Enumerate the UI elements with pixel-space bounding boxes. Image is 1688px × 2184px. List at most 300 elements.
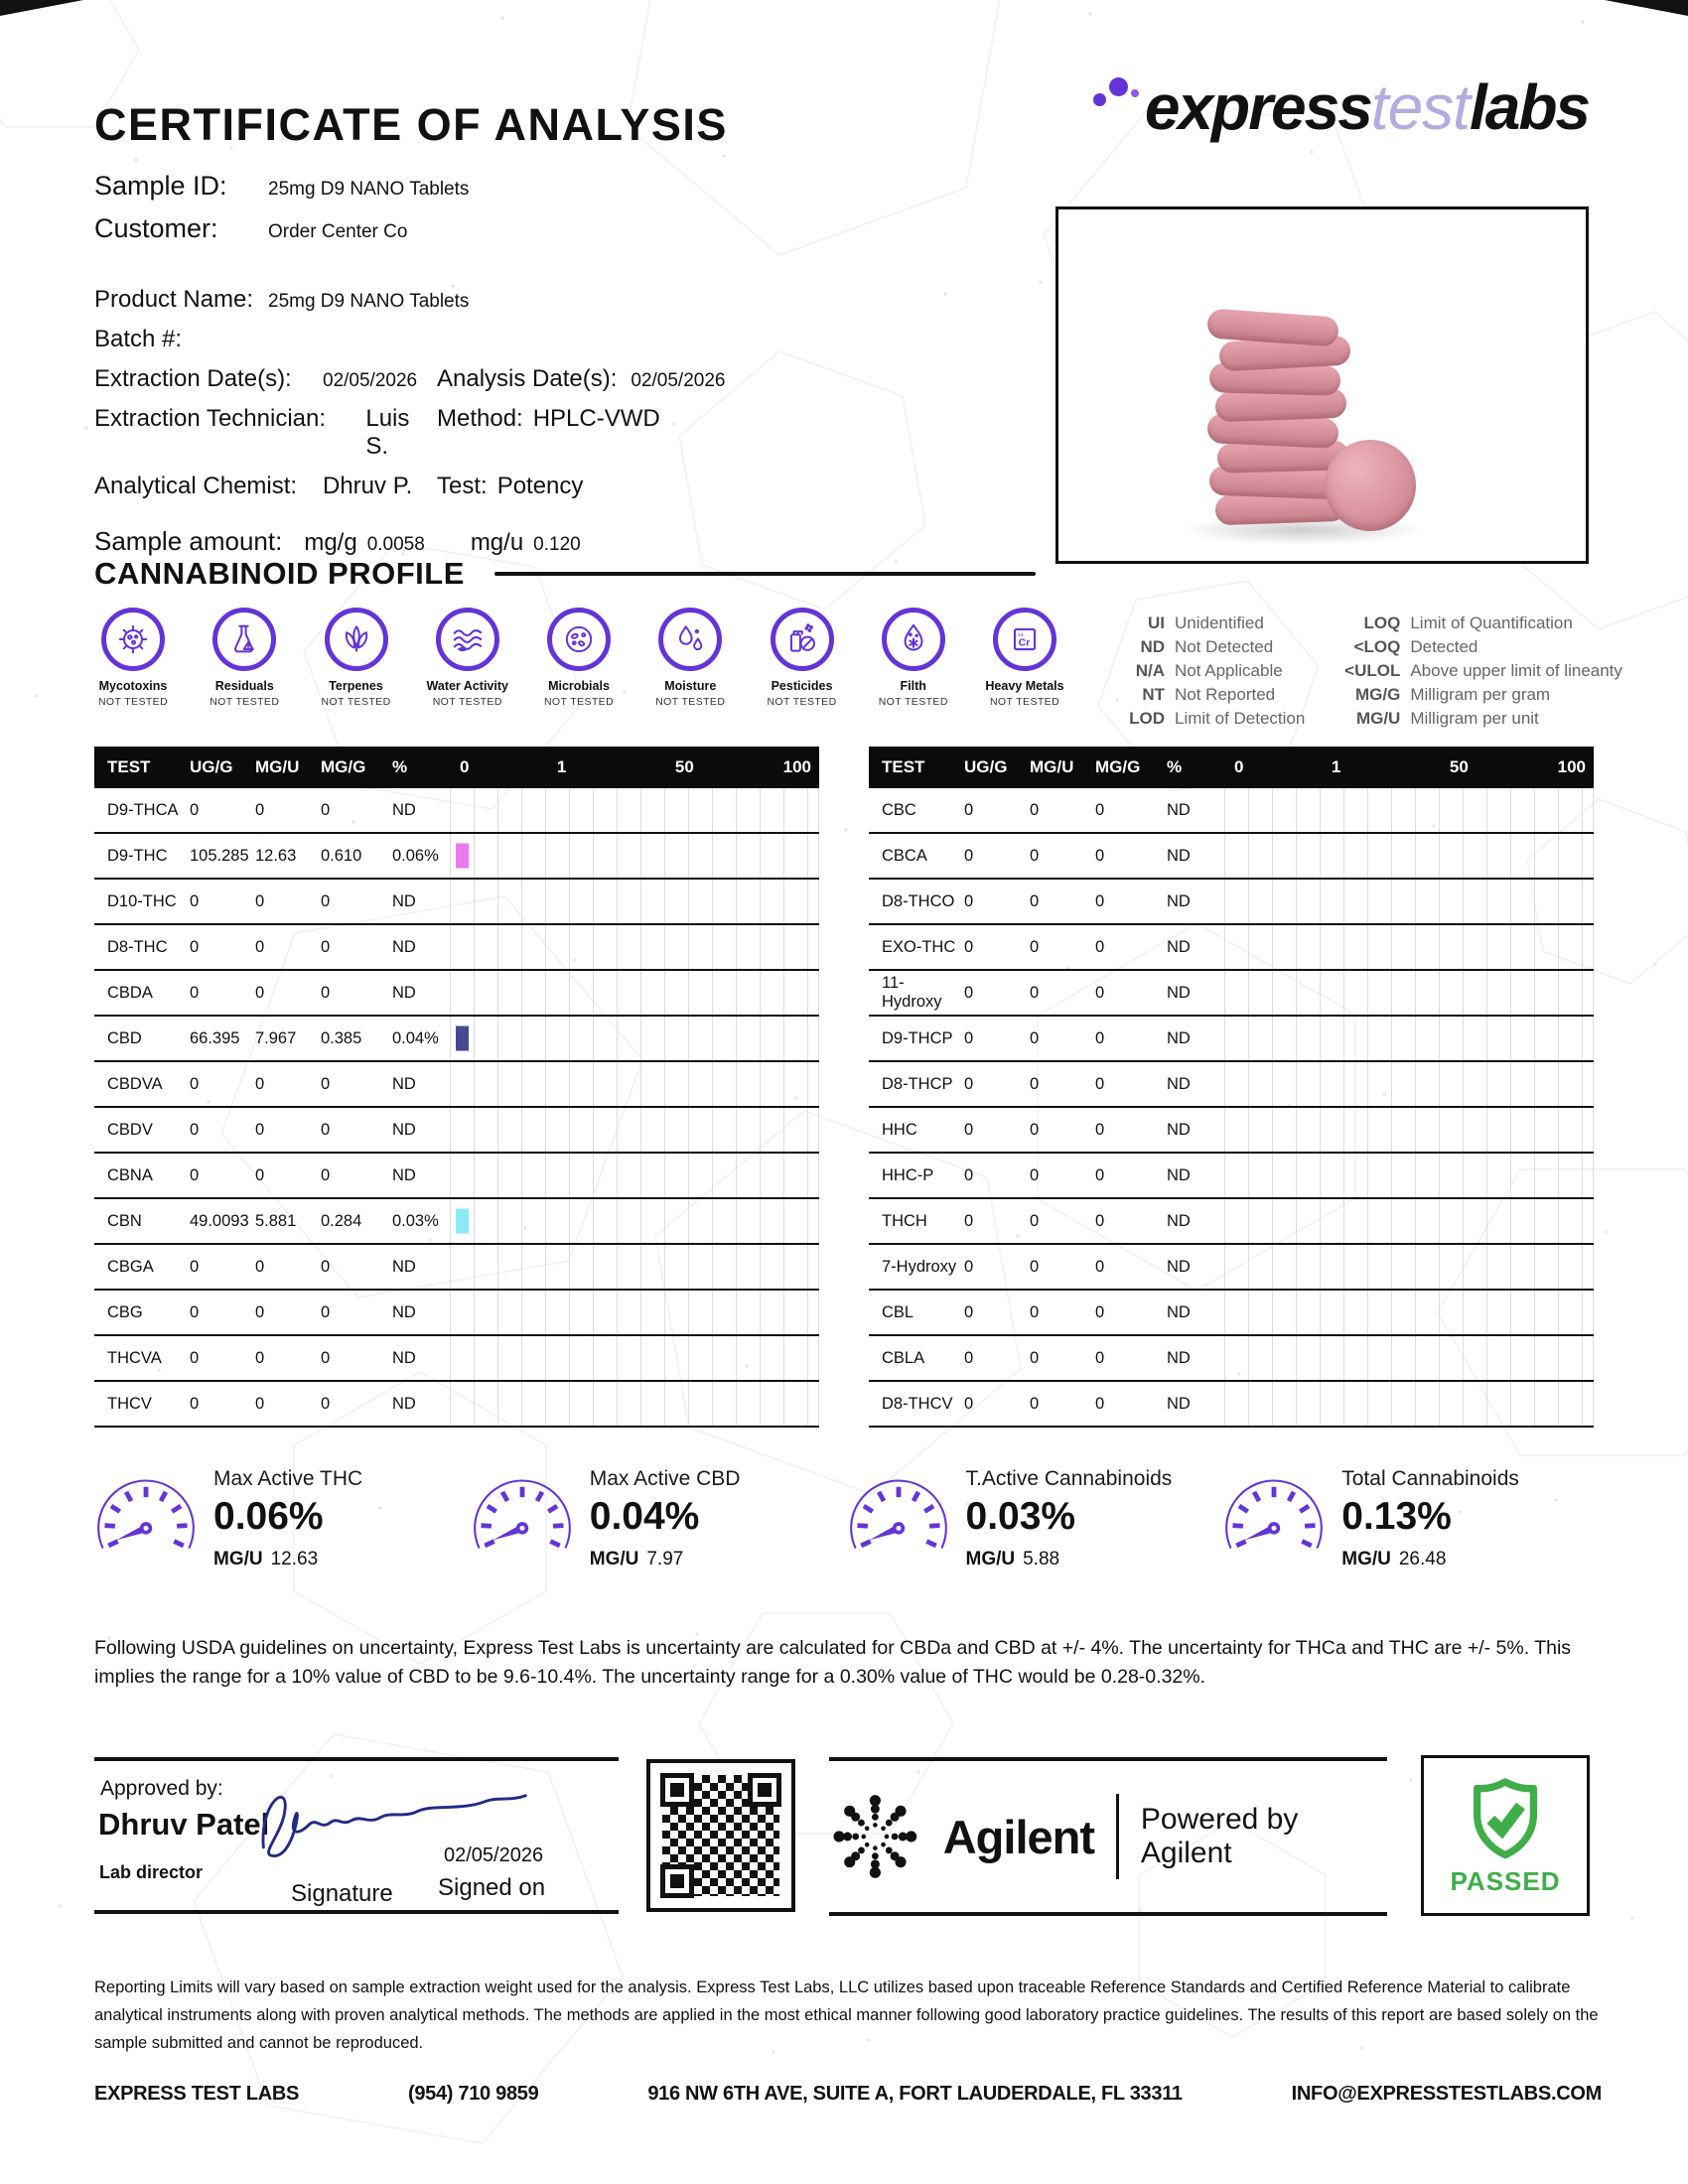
cell-pct: ND bbox=[1167, 1028, 1191, 1047]
cell-ugg: 0 bbox=[964, 1028, 974, 1047]
legend-desc: Milligram per unit bbox=[1410, 709, 1539, 728]
bar-marker bbox=[456, 1026, 469, 1051]
col-ugg: UG/G bbox=[964, 757, 1008, 776]
table-row bbox=[869, 1382, 1594, 1428]
terpenes-leaf-icon bbox=[325, 608, 388, 671]
cell-test-name: CBLA bbox=[882, 1348, 925, 1367]
cell-ugg: 0 bbox=[190, 800, 200, 819]
mgg-label: mg/g bbox=[304, 529, 357, 556]
cell-test-name: D8-THCP bbox=[882, 1074, 953, 1093]
cell-mgg: 0 bbox=[1095, 800, 1105, 819]
gauge-value: 0.06% bbox=[213, 1495, 324, 1538]
scale-50: 50 bbox=[674, 757, 694, 776]
panel-heavy-metals bbox=[973, 608, 1076, 708]
cell-ugg: 0 bbox=[964, 1120, 974, 1139]
panel-microbials bbox=[527, 608, 631, 708]
row-bar-area bbox=[450, 925, 819, 969]
cell-test-name: CBDV bbox=[107, 1120, 153, 1139]
legend-entry bbox=[1338, 685, 1622, 705]
mgu-label: mg/u bbox=[470, 529, 524, 556]
cell-mgu: 0 bbox=[255, 1257, 265, 1276]
mycotoxins-icon bbox=[101, 608, 165, 671]
cell-mgu: 0 bbox=[255, 1394, 265, 1413]
cell-ugg: 0 bbox=[964, 891, 974, 910]
sample-id-value: 25mg D9 NANO Tablets bbox=[268, 179, 470, 200]
cell-mgg: 0 bbox=[321, 1348, 331, 1367]
abbreviation-legend bbox=[1107, 614, 1622, 733]
cell-mgg: 0 bbox=[321, 1120, 331, 1139]
table-row bbox=[869, 1336, 1594, 1382]
table-row bbox=[869, 1062, 1594, 1108]
cell-ugg: 0 bbox=[964, 1211, 974, 1230]
cell-pct: ND bbox=[1167, 1120, 1191, 1139]
cell-mgu: 0 bbox=[1030, 1302, 1040, 1321]
cell-test-name: CBNA bbox=[107, 1165, 153, 1184]
approver-role: Lab director bbox=[99, 1862, 204, 1882]
col-pct: % bbox=[392, 757, 408, 776]
gauge-unit-label: MG/U bbox=[213, 1549, 263, 1570]
heavy-metals-cr-icon bbox=[993, 608, 1056, 671]
cannabinoid-tables bbox=[94, 747, 1594, 1428]
row-bar-area bbox=[1224, 880, 1594, 923]
gauge-unit-value: 7.97 bbox=[646, 1549, 684, 1570]
signed-on-label: Signed on bbox=[438, 1874, 546, 1901]
cell-mgu: 7.967 bbox=[255, 1028, 297, 1047]
approved-by-label: Approved by: bbox=[100, 1777, 223, 1800]
scale-0: 0 bbox=[460, 757, 470, 776]
cell-ugg: 0 bbox=[190, 1394, 200, 1413]
cell-mgu: 0 bbox=[1030, 1028, 1040, 1047]
row-bar-area bbox=[1224, 925, 1594, 969]
cell-mgg: 0 bbox=[1095, 846, 1105, 865]
legend-desc: Not Reported bbox=[1175, 685, 1276, 704]
table-header bbox=[94, 747, 819, 788]
row-bar-area bbox=[450, 834, 819, 878]
cell-ugg: 0 bbox=[964, 1348, 974, 1367]
cell-ugg: 49.0093 bbox=[190, 1211, 249, 1230]
extraction-tech-label: Extraction Technician: bbox=[94, 405, 327, 432]
panel-terpenes bbox=[305, 608, 408, 708]
legend-abbr: UI bbox=[1148, 614, 1165, 632]
legend-desc: Limit of Quantification bbox=[1410, 614, 1573, 632]
legend-abbr: MG/G bbox=[1355, 685, 1401, 704]
cell-test-name: CBN bbox=[107, 1211, 142, 1230]
legend-entry bbox=[1107, 637, 1305, 657]
page-title: CERTIFICATE OF ANALYSIS bbox=[94, 99, 728, 150]
cell-test-name: CBD bbox=[107, 1028, 142, 1047]
gauge-unit-value: 12.63 bbox=[270, 1549, 319, 1570]
table-row bbox=[94, 880, 819, 925]
scale-header bbox=[450, 747, 819, 788]
panel-label: Filth bbox=[900, 679, 926, 693]
approval-section bbox=[94, 1755, 1594, 1924]
footer-phone: (954) 710 9859 bbox=[407, 2083, 539, 2105]
cell-test-name: CBG bbox=[107, 1302, 143, 1321]
table-row bbox=[94, 1154, 819, 1199]
gauge-total-active-cannabinoids bbox=[847, 1467, 1223, 1570]
product-name-value: 25mg D9 NANO Tablets bbox=[268, 291, 470, 312]
cell-ugg: 0 bbox=[190, 1302, 200, 1321]
gauge-title: Max Active CBD bbox=[589, 1467, 741, 1490]
cell-mgg: 0 bbox=[321, 937, 331, 956]
cannabinoid-table-left bbox=[94, 747, 819, 1428]
cell-ugg: 105.285 bbox=[190, 846, 249, 865]
batch-label: Batch #: bbox=[94, 326, 183, 352]
legend-desc: Not Detected bbox=[1175, 637, 1274, 656]
logo-text-labs: labs bbox=[1469, 71, 1589, 143]
cell-test-name: CBL bbox=[882, 1302, 914, 1321]
signature-label: Signature bbox=[291, 1880, 393, 1907]
sample-info-block bbox=[94, 171, 1048, 569]
mgu-value: 0.120 bbox=[533, 534, 581, 555]
cell-mgu: 0 bbox=[1030, 1120, 1040, 1139]
tablet-stack-image bbox=[1058, 209, 1586, 561]
legend-entry bbox=[1107, 614, 1305, 633]
cell-mgg: 0 bbox=[321, 800, 331, 819]
table-row bbox=[869, 1291, 1594, 1336]
col-ugg: UG/G bbox=[190, 757, 233, 776]
cell-mgu: 0 bbox=[1030, 1165, 1040, 1184]
col-mgu: MG/U bbox=[1030, 757, 1074, 776]
legend-desc: Unidentified bbox=[1175, 614, 1264, 632]
cell-mgu: 0 bbox=[1030, 1257, 1040, 1276]
agilent-tagline: Powered by Agilent bbox=[1140, 1803, 1299, 1869]
row-bar-area bbox=[1224, 834, 1594, 878]
row-bar-area bbox=[450, 788, 819, 832]
test-panels-row bbox=[81, 608, 1076, 708]
approver-name: Dhruv Patel bbox=[98, 1807, 270, 1842]
cell-mgg: 0 bbox=[1095, 1165, 1105, 1184]
legend-column-1 bbox=[1107, 614, 1305, 733]
cell-mgg: 0 bbox=[321, 1074, 331, 1093]
cell-mgg: 0.610 bbox=[321, 846, 362, 865]
cell-mgu: 0 bbox=[1030, 1074, 1040, 1093]
cell-pct: 0.04% bbox=[392, 1028, 439, 1047]
cell-pct: ND bbox=[1167, 1394, 1191, 1413]
cell-pct: ND bbox=[392, 1394, 416, 1413]
chemist-value: Dhruv P. bbox=[323, 473, 413, 499]
panel-status: NOT TESTED bbox=[210, 696, 280, 708]
svg-text:24: 24 bbox=[1018, 632, 1024, 638]
cell-ugg: 66.395 bbox=[190, 1028, 240, 1047]
table-row bbox=[94, 971, 819, 1017]
qr-finder-bottom-left bbox=[660, 1864, 694, 1898]
agilent-starburst-icon bbox=[829, 1789, 921, 1884]
cell-mgg: 0 bbox=[1095, 1394, 1105, 1413]
cell-test-name: THCH bbox=[882, 1211, 927, 1230]
gauge-icon bbox=[471, 1471, 574, 1567]
table-row bbox=[94, 1017, 819, 1062]
cell-mgu: 0 bbox=[255, 1074, 265, 1093]
col-mgu: MG/U bbox=[255, 757, 300, 776]
row-bar-area bbox=[1224, 1199, 1594, 1243]
cell-ugg: 0 bbox=[964, 983, 974, 1002]
cell-ugg: 0 bbox=[190, 983, 200, 1002]
panel-status: NOT TESTED bbox=[767, 696, 837, 708]
cell-pct: 0.03% bbox=[392, 1211, 439, 1230]
cell-mgg: 0.385 bbox=[321, 1028, 362, 1047]
section-rule bbox=[494, 572, 1036, 576]
cell-mgu: 0 bbox=[1030, 800, 1040, 819]
uncertainty-statement: Following USDA guidelines on uncertainty, Express Test Labs is uncertainty are calculated for CBDa and CBD at +/- 4%. The uncertainty for THCa and THC are +/- 5%. This implies the range for a 10% value of CBD to be 9.6-10.4%. The uncertainty range for a 0.30% value of THC would be 0.28-0.32%. bbox=[94, 1637, 1572, 1689]
cell-pct: ND bbox=[392, 983, 416, 1002]
table-row bbox=[94, 1291, 819, 1336]
cell-ugg: 0 bbox=[964, 846, 974, 865]
cell-test-name: EXO-THC bbox=[882, 937, 956, 956]
cell-test-name: 7-Hydroxy bbox=[882, 1257, 957, 1276]
cell-pct: ND bbox=[1167, 1165, 1191, 1184]
customer-value: Order Center Co bbox=[268, 221, 408, 242]
cell-mgg: 0.284 bbox=[321, 1211, 362, 1230]
cell-pct: ND bbox=[392, 800, 416, 819]
table-row bbox=[94, 834, 819, 880]
cell-test-name: D9-THCP bbox=[882, 1028, 953, 1047]
residuals-flask-icon bbox=[212, 608, 276, 671]
cell-test-name: D8-THCV bbox=[882, 1394, 953, 1413]
table-row bbox=[94, 1245, 819, 1291]
cell-ugg: 0 bbox=[964, 800, 974, 819]
panel-status: NOT TESTED bbox=[432, 696, 502, 708]
cell-ugg: 0 bbox=[964, 1165, 974, 1184]
cell-ugg: 0 bbox=[190, 891, 200, 910]
panel-label: Pesticides bbox=[771, 679, 833, 693]
cell-ugg: 0 bbox=[964, 1074, 974, 1093]
panel-label: Residuals bbox=[214, 679, 274, 693]
col-pct: % bbox=[1167, 757, 1183, 776]
gauge-title: Max Active THC bbox=[213, 1467, 363, 1490]
panel-water-activity bbox=[416, 608, 519, 708]
cell-mgg: 0 bbox=[1095, 1028, 1105, 1047]
scale-1: 1 bbox=[1331, 757, 1341, 776]
water-waves-icon bbox=[436, 608, 499, 671]
panel-status: NOT TESTED bbox=[989, 696, 1060, 708]
cell-mgg: 0 bbox=[1095, 1348, 1105, 1367]
cell-test-name: THCVA bbox=[107, 1348, 162, 1367]
bar-marker bbox=[456, 844, 469, 869]
cell-test-name: THCV bbox=[107, 1394, 152, 1413]
cell-pct: ND bbox=[392, 891, 416, 910]
table-row bbox=[94, 1108, 819, 1154]
row-bar-area bbox=[450, 1154, 819, 1197]
legend-abbr: ND bbox=[1140, 637, 1165, 656]
cell-pct: ND bbox=[392, 937, 416, 956]
row-bar-area bbox=[450, 1291, 819, 1334]
cell-test-name: 11-Hydroxy bbox=[882, 974, 942, 1011]
cell-pct: ND bbox=[392, 1348, 416, 1367]
cell-mgu: 0 bbox=[255, 1120, 265, 1139]
table-row bbox=[869, 971, 1594, 1017]
gauge-total-cannabinoids bbox=[1222, 1467, 1599, 1570]
test-type-value: Potency bbox=[496, 473, 584, 499]
signed-date: 02/05/2026 bbox=[444, 1844, 544, 1866]
cell-mgu: 0 bbox=[1030, 891, 1040, 910]
agilent-name: Agilent bbox=[942, 1810, 1095, 1863]
legend-desc: Limit of Detection bbox=[1175, 709, 1306, 728]
cell-mgu: 0 bbox=[255, 891, 265, 910]
customer-label: Customer: bbox=[94, 213, 218, 243]
cell-pct: ND bbox=[1167, 983, 1191, 1002]
panel-status: NOT TESTED bbox=[97, 696, 169, 708]
cell-test-name: HHC-P bbox=[882, 1165, 934, 1184]
cell-mgu: 0 bbox=[1030, 846, 1040, 865]
cell-mgg: 0 bbox=[321, 1165, 331, 1184]
cell-pct: 0.06% bbox=[392, 846, 439, 865]
extraction-tech-value: Luis S. bbox=[365, 405, 410, 460]
table-row bbox=[94, 788, 819, 834]
cell-mgu: 0 bbox=[255, 1165, 265, 1184]
footer-contact-row bbox=[94, 2083, 1602, 2106]
scale-header bbox=[1224, 747, 1594, 788]
gauge-value: 0.13% bbox=[1341, 1495, 1452, 1538]
bar-marker bbox=[456, 1209, 469, 1234]
scale-100: 100 bbox=[782, 757, 811, 776]
cell-mgg: 0 bbox=[1095, 1074, 1105, 1093]
legend-abbr: LOD bbox=[1129, 709, 1165, 728]
gauge-max-active-cbd bbox=[471, 1467, 847, 1570]
row-bar-area bbox=[1224, 971, 1594, 1015]
shield-check-icon bbox=[1463, 1775, 1548, 1862]
cell-pct: ND bbox=[392, 1257, 416, 1276]
table-row bbox=[869, 1245, 1594, 1291]
cell-mgu: 0 bbox=[255, 800, 265, 819]
panel-status: NOT TESTED bbox=[321, 696, 391, 708]
footer-address: 916 NW 6TH AVE, SUITE A, FORT LAUDERDALE, FL 33311 bbox=[647, 2083, 1183, 2105]
cell-test-name: D8-THCO bbox=[882, 891, 955, 910]
cell-mgu: 0 bbox=[1030, 1348, 1040, 1367]
table-body-left bbox=[94, 788, 819, 1428]
test-type-label: Test: bbox=[437, 473, 488, 499]
col-test: TEST bbox=[107, 757, 151, 776]
cell-test-name: D10-THC bbox=[107, 891, 177, 910]
logo-bubbles-icon bbox=[1093, 69, 1145, 129]
filth-droplet-icon bbox=[882, 608, 945, 671]
cell-mgu: 0 bbox=[1030, 1394, 1040, 1413]
cell-pct: ND bbox=[1167, 846, 1191, 865]
panel-label: Heavy Metals bbox=[985, 679, 1064, 693]
table-row bbox=[869, 1154, 1594, 1199]
gauge-unit-label: MG/U bbox=[965, 1549, 1016, 1570]
cell-test-name: D9-THC bbox=[107, 846, 168, 865]
row-bar-area bbox=[1224, 1062, 1594, 1106]
legend-desc: Milligram per gram bbox=[1410, 685, 1551, 704]
table-row bbox=[94, 1336, 819, 1382]
scale-50: 50 bbox=[1449, 757, 1469, 776]
gauge-icon bbox=[94, 1471, 198, 1567]
method-label: Method: bbox=[437, 405, 523, 432]
passed-label: PASSED bbox=[1450, 1865, 1561, 1896]
row-bar-area bbox=[450, 880, 819, 923]
col-test: TEST bbox=[882, 757, 925, 776]
method-value: HPLC-VWD bbox=[532, 405, 660, 432]
legend-entry bbox=[1338, 709, 1622, 729]
footer-email: INFO@EXPRESSTESTLABS.COM bbox=[1291, 2083, 1602, 2105]
cell-pct: ND bbox=[1167, 1211, 1191, 1230]
cell-pct: ND bbox=[1167, 937, 1191, 956]
gauge-unit-label: MG/U bbox=[1341, 1549, 1391, 1570]
panel-label: Terpenes bbox=[329, 679, 383, 693]
cell-mgg: 0 bbox=[1095, 1302, 1105, 1321]
legend-desc: Above upper limit of lineanty bbox=[1410, 661, 1622, 680]
cell-mgg: 0 bbox=[321, 891, 331, 910]
cell-test-name: D9-THCA bbox=[107, 800, 179, 819]
row-bar-area bbox=[450, 1336, 819, 1380]
cell-ugg: 0 bbox=[964, 1394, 974, 1413]
legend-column-2 bbox=[1338, 614, 1622, 733]
table-row bbox=[94, 1382, 819, 1428]
cannabinoid-profile-header bbox=[94, 556, 1036, 592]
extraction-dates-value: 02/05/2026 bbox=[323, 370, 418, 391]
panel-label: Microbials bbox=[548, 679, 610, 693]
row-bar-area bbox=[450, 1199, 819, 1243]
panel-mycotoxins bbox=[81, 608, 185, 708]
gauge-icon bbox=[847, 1471, 950, 1567]
legend-abbr: MG/U bbox=[1355, 709, 1401, 728]
microbials-petri-icon bbox=[547, 608, 611, 671]
product-name-label: Product Name: bbox=[94, 286, 254, 313]
row-bar-area bbox=[1224, 1382, 1594, 1426]
section-title: CANNABINOID PROFILE bbox=[94, 556, 465, 591]
cell-mgg: 0 bbox=[321, 1394, 331, 1413]
cell-test-name: CBGA bbox=[107, 1257, 154, 1276]
pesticides-spray-icon bbox=[771, 608, 834, 671]
footer-disclaimer: Reporting Limits will vary based on sample extraction weight used for the analysis. Express Test Labs, LLC utilizes based upon traceable Reference Standards and Certified Reference Material to calibrate analytical instruments along with proven analytical methods. The methods are applied in the most ethical manner following good laboratory practice guidelines. The results of this report are based solely on the sample submitted and cannot be reproduced. bbox=[94, 1979, 1599, 2053]
table-row bbox=[869, 1017, 1594, 1062]
cell-ugg: 0 bbox=[190, 1074, 200, 1093]
legend-abbr: N/A bbox=[1135, 661, 1165, 680]
panel-label: Moisture bbox=[664, 679, 717, 693]
logo-text-express: express bbox=[1144, 71, 1371, 143]
gauge-unit-value: 26.48 bbox=[1398, 1549, 1447, 1570]
gauge-title: T.Active Cannabinoids bbox=[965, 1467, 1173, 1490]
analysis-dates-value: 02/05/2026 bbox=[631, 370, 726, 391]
cell-pct: ND bbox=[1167, 891, 1191, 910]
col-mgg: MG/G bbox=[1095, 757, 1141, 776]
cell-pct: ND bbox=[1167, 800, 1191, 819]
cell-mgu: 0 bbox=[255, 983, 265, 1002]
row-bar-area bbox=[450, 1062, 819, 1106]
row-bar-area bbox=[1224, 1291, 1594, 1334]
table-row bbox=[869, 788, 1594, 834]
cannabinoid-table-right bbox=[869, 747, 1594, 1428]
cell-ugg: 0 bbox=[190, 1348, 200, 1367]
cell-test-name: CBDA bbox=[107, 983, 153, 1002]
cell-test-name: CBC bbox=[882, 800, 916, 819]
gauge-value: 0.03% bbox=[965, 1495, 1076, 1538]
gauge-title: Total Cannabinoids bbox=[1341, 1467, 1519, 1490]
row-bar-area bbox=[1224, 1336, 1594, 1380]
legend-entry bbox=[1338, 661, 1622, 681]
legend-entry bbox=[1107, 661, 1305, 681]
panel-status: NOT TESTED bbox=[543, 696, 615, 708]
panel-residuals bbox=[193, 608, 296, 708]
chemist-label: Analytical Chemist: bbox=[94, 473, 298, 499]
cell-pct: ND bbox=[1167, 1074, 1191, 1093]
qr-code bbox=[646, 1759, 795, 1912]
legend-entry bbox=[1338, 637, 1622, 657]
row-bar-area bbox=[450, 1382, 819, 1426]
qr-finder-top-left bbox=[660, 1773, 694, 1807]
legend-abbr: NT bbox=[1142, 685, 1165, 704]
cell-test-name: HHC bbox=[882, 1120, 917, 1139]
cell-mgu: 5.881 bbox=[255, 1211, 297, 1230]
row-bar-area bbox=[450, 971, 819, 1015]
cell-ugg: 0 bbox=[964, 1302, 974, 1321]
legend-desc: Detected bbox=[1410, 637, 1478, 656]
row-bar-area bbox=[450, 1017, 819, 1060]
row-bar-area bbox=[1224, 1154, 1594, 1197]
sample-amount-label: Sample amount: bbox=[94, 526, 283, 556]
scale-1: 1 bbox=[556, 757, 567, 776]
